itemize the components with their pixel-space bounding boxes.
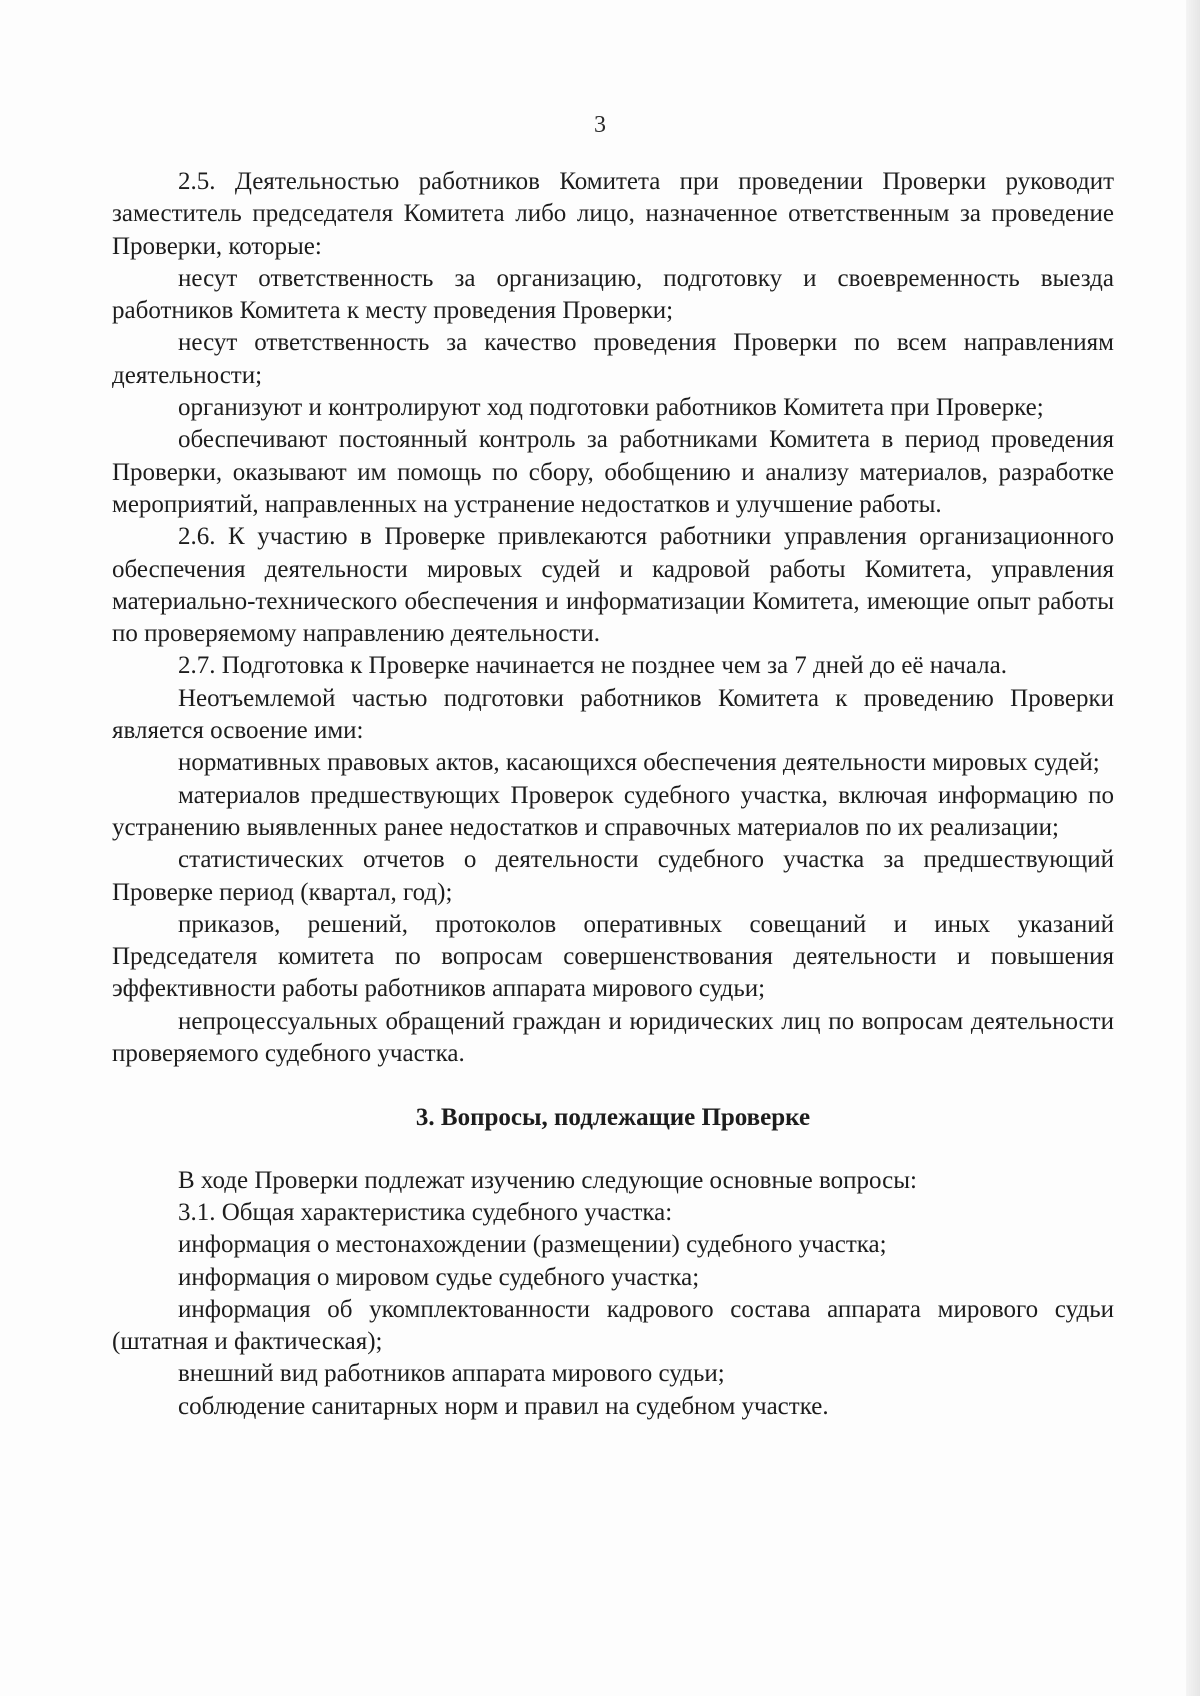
paragraph-2-5: 2.5. Деятельностью работников Комитета при проведении Проверки руководит заместитель председателя Комитета либо лицо, назначенное ответственным за проведение Проверки, которые:	[112, 168, 1114, 260]
list-item: соблюдение санитарных норм и правил на судебном участке.	[178, 1392, 829, 1420]
page-number: 3	[594, 112, 606, 138]
list-item: непроцессуальных обращений граждан и юридических лиц по вопросам деятельности проверяемого судебного участка.	[112, 1007, 1114, 1068]
paragraph-2-7: 2.7. Подготовка к Проверке начинается не позднее чем за 7 дней до её начала.	[178, 652, 1007, 680]
list-item: несут ответственность за качество проведения Проверки по всем направлениям деятельности;	[112, 329, 1114, 389]
section-heading: 3. Вопросы, подлежащие Проверке	[415, 1104, 811, 1132]
list-item: материалов предшествующих Проверок судебного участка, включая информацию по устранению выявленных ранее недостатков и справочных материалов по их реализации;	[112, 781, 1114, 841]
list-item: приказов, решений, протоколов оперативных совещаний и иных указаний Председателя комитета по вопросам совершенствования деятельности и повышения эффективности работы работников аппарата мирового судьи;	[112, 910, 1114, 1003]
list-item: несут ответственность за организацию, подготовку и своевременность выезда работников Комитета к месту проведения Проверки;	[112, 264, 1114, 325]
list-item: информация об укомплектованности кадрового состава аппарата мирового судьи (штатная и фактическая);	[112, 1295, 1114, 1356]
paragraph-3-1: 3.1. Общая характеристика судебного участка:	[178, 1198, 673, 1226]
paragraph-preparation: Неотъемлемой частью подготовки работников Комитета к проведению Проверки является освоение ими:	[112, 684, 1114, 745]
paragraph-2-6: 2.6. К участию в Проверке привлекаются работники управления организационного обеспечения деятельности мировых судей и кадровой работы Комитета, управления материально-технического обеспечения и информатизации Комитета, имеющие опыт работы по проверяемому направлению деятельности.	[112, 523, 1114, 648]
list-item: статистических отчетов о деятельности судебного участка за предшествующий Проверке период (квартал, год);	[112, 846, 1114, 906]
list-item: информация о местонахождении (размещении) судебного участка;	[178, 1231, 887, 1259]
list-item: обеспечивают постоянный контроль за работниками Комитета в период проведения Проверки, оказывают им помощь по сбору, обобщению и анализу материалов, разработке мероприятий, направленных на устранение недостатков и улучшение работы.	[112, 426, 1114, 518]
paragraph-intro: В ходе Проверки подлежат изучению следующие основные вопросы:	[178, 1166, 917, 1194]
list-item: информация о мировом судье судебного участка;	[178, 1263, 700, 1291]
page-edge-shadow	[1186, 0, 1200, 1696]
list-item: организуют и контролируют ход подготовки работников Комитета при Проверке;	[178, 394, 1044, 422]
document-body	[112, 166, 1114, 1423]
list-item: внешний вид работников аппарата мирового судьи;	[178, 1360, 725, 1388]
list-item: нормативных правовых актов, касающихся обеспечения деятельности мировых судей;	[178, 749, 1100, 777]
